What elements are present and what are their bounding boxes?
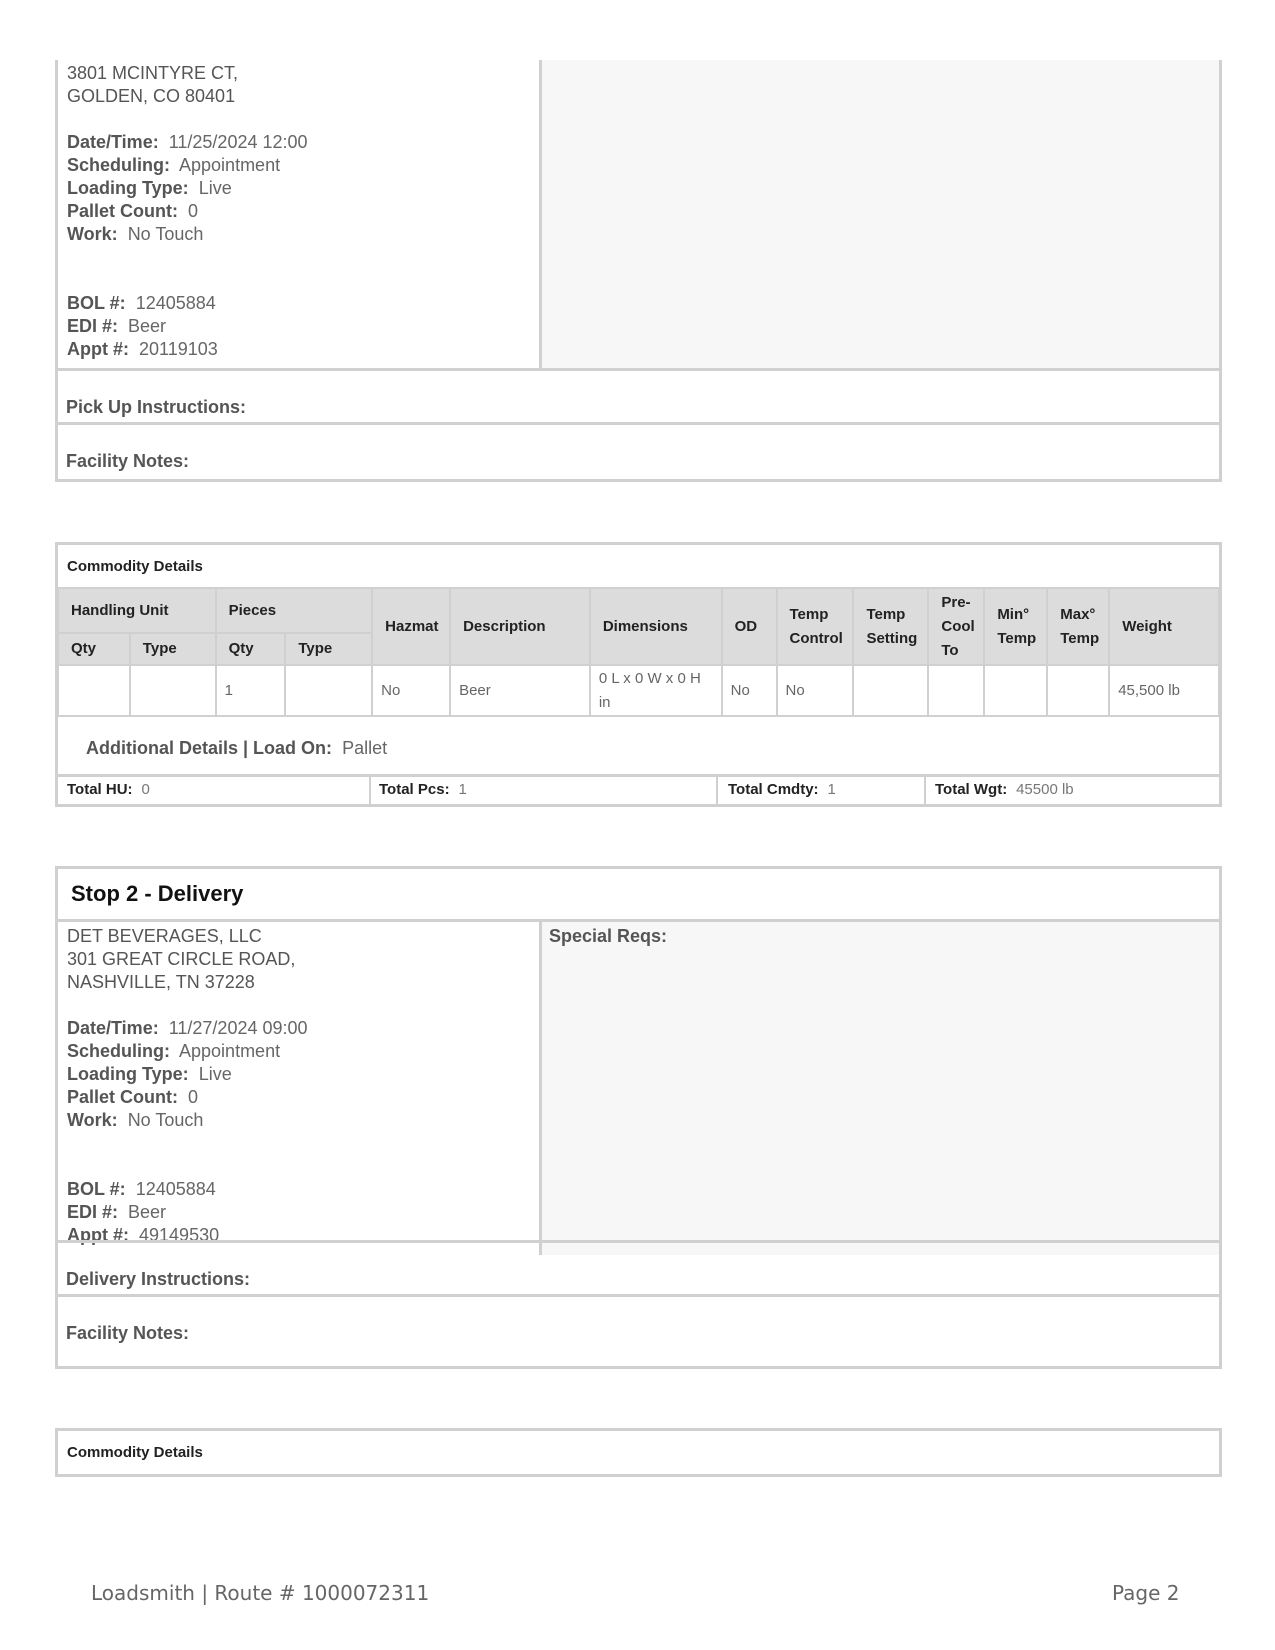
temp-setting-cell <box>853 665 928 716</box>
stop1-details <box>59 62 537 361</box>
od-cell: No <box>722 665 777 716</box>
stop1-facility-notes-row <box>58 422 1219 479</box>
hazmat-header: Hazmat <box>372 588 450 665</box>
stop2-edi-label: EDI #: <box>67 1202 119 1222</box>
pre-cool-header: Pre- Cool To <box>928 588 984 665</box>
stop2-appt-value: 49149530 <box>139 1225 220 1245</box>
commodity2-panel <box>55 1428 1222 1477</box>
commodity1-totals-divider <box>58 774 1219 777</box>
total-hu: Total HU: 0 <box>67 781 150 798</box>
hu-qty-header: Qty <box>58 633 130 665</box>
stop2-bol-value: 12405884 <box>135 1179 216 1199</box>
stop2-address-line-3: NASHVILLE, TN 37228 <box>67 972 255 992</box>
hu-qty-cell <box>58 665 130 716</box>
stop1-appt-label: Appt #: <box>67 339 129 359</box>
stop2-address-line-2: 301 GREAT CIRCLE ROAD, <box>67 949 296 969</box>
pc-qty-header: Qty <box>216 633 286 665</box>
stop1-pickup-instructions-row <box>58 368 1219 424</box>
stop1-work-value: No Touch <box>127 224 204 244</box>
totals-divider-1 <box>369 777 371 804</box>
stop2-loading-type-value: Live <box>198 1064 232 1084</box>
stop1-address-line-2: GOLDEN, CO 80401 <box>67 86 236 106</box>
od-header: OD <box>722 588 777 665</box>
dimensions-cell: 0 L x 0 W x 0 H in <box>590 665 722 716</box>
temp-control-header: Temp Control <box>777 588 854 665</box>
pc-qty-cell: 1 <box>216 665 286 716</box>
handling-unit-header: Handling Unit <box>58 588 216 633</box>
commodity2-title: Commodity Details <box>67 1444 203 1461</box>
hazmat-cell: No <box>372 665 450 716</box>
hu-type-cell <box>130 665 216 716</box>
pre-cool-cell <box>928 665 984 716</box>
stop2-address-line-1: DET BEVERAGES, LLC <box>67 926 262 946</box>
stop2-work-value: No Touch <box>127 1110 204 1130</box>
stop2-bol-label: BOL #: <box>67 1179 126 1199</box>
stop1-bol-label: BOL #: <box>67 293 126 313</box>
stop1-datetime-label: Date/Time: <box>67 132 159 152</box>
table-row <box>58 665 1219 716</box>
commodity1-title: Commodity Details <box>67 558 203 575</box>
totals-divider-2 <box>716 777 718 804</box>
footer-page-number: Page 2 <box>1112 1581 1180 1605</box>
stop2-work-label: Work: <box>67 1110 118 1130</box>
stop2-appt-label: Appt #: <box>67 1225 129 1245</box>
stop2-edi-value: Beer <box>128 1202 167 1222</box>
commodity1-additional-details: Additional Details | Load On: Pallet <box>86 738 388 758</box>
stop2-pallet-count-value: 0 <box>188 1087 199 1107</box>
min-temp-header: Min° Temp <box>984 588 1047 665</box>
pc-type-cell <box>285 665 372 716</box>
pc-type-header: Type <box>285 633 372 665</box>
weight-header: Weight <box>1109 588 1219 665</box>
stop1-loading-type-label: Loading Type: <box>67 178 189 198</box>
stop1-scheduling-label: Scheduling: <box>67 155 170 175</box>
stop2-details <box>59 925 537 1247</box>
total-cmdty: Total Cmdty: 1 <box>728 781 836 798</box>
dimensions-header: Dimensions <box>590 588 722 665</box>
stop1-pallet-count-value: 0 <box>188 201 199 221</box>
stop2-delivery-instructions-row <box>58 1240 1219 1296</box>
stop2-pallet-count-label: Pallet Count: <box>67 1087 178 1107</box>
stop1-datetime-value: 11/25/2024 12:00 <box>168 132 308 152</box>
totals-divider-3 <box>924 777 926 804</box>
stop1-work-label: Work: <box>67 224 118 244</box>
weight-cell: 45,500 lb <box>1109 665 1219 716</box>
stop1-bol-value: 12405884 <box>135 293 216 313</box>
max-temp-cell <box>1047 665 1109 716</box>
stop2-facility-notes-label: Facility Notes: <box>66 1323 190 1343</box>
temp-control-cell: No <box>777 665 854 716</box>
stop2-loading-type-label: Loading Type: <box>67 1064 189 1084</box>
total-pcs: Total Pcs: 1 <box>379 781 467 798</box>
stop2-datetime-label: Date/Time: <box>67 1018 159 1038</box>
description-cell: Beer <box>450 665 590 716</box>
stop2-right-panel <box>539 922 1219 1255</box>
stop1-edi-label: EDI #: <box>67 316 119 336</box>
stop1-right-panel <box>539 60 1219 370</box>
stop2-facility-notes-row <box>58 1294 1219 1366</box>
stop2-scheduling-value: Appointment <box>179 1041 281 1061</box>
commodity1-table <box>57 587 1220 717</box>
stop2-delivery-instructions-label: Delivery Instructions: <box>66 1269 251 1289</box>
max-temp-header: Max° Temp <box>1047 588 1109 665</box>
stop1-edi-value: Beer <box>128 316 167 336</box>
stop1-pallet-count-label: Pallet Count: <box>67 201 178 221</box>
stop1-pickup-instructions-label: Pick Up Instructions: <box>66 397 247 417</box>
stop1-loading-type-value: Live <box>198 178 232 198</box>
min-temp-cell <box>984 665 1047 716</box>
stop2-datetime-value: 11/27/2024 09:00 <box>168 1018 308 1038</box>
load-on-value: Pallet <box>342 738 388 758</box>
stop2-scheduling-label: Scheduling: <box>67 1041 170 1061</box>
stop1-facility-notes-label: Facility Notes: <box>66 451 190 471</box>
footer-route: Loadsmith | Route # 1000072311 <box>91 1581 430 1605</box>
pieces-header: Pieces <box>216 588 373 633</box>
special-reqs-label: Special Reqs: <box>549 926 668 946</box>
stop2-title: Stop 2 - Delivery <box>71 881 244 906</box>
description-header: Description <box>450 588 590 665</box>
stop1-appt-value: 20119103 <box>139 339 218 359</box>
stop1-scheduling-value: Appointment <box>179 155 281 175</box>
total-wgt: Total Wgt: 45500 lb <box>935 781 1074 798</box>
hu-type-header: Type <box>130 633 216 665</box>
stop1-address-line-1: 3801 MCINTYRE CT, <box>67 63 239 83</box>
temp-setting-header: Temp Setting <box>853 588 928 665</box>
